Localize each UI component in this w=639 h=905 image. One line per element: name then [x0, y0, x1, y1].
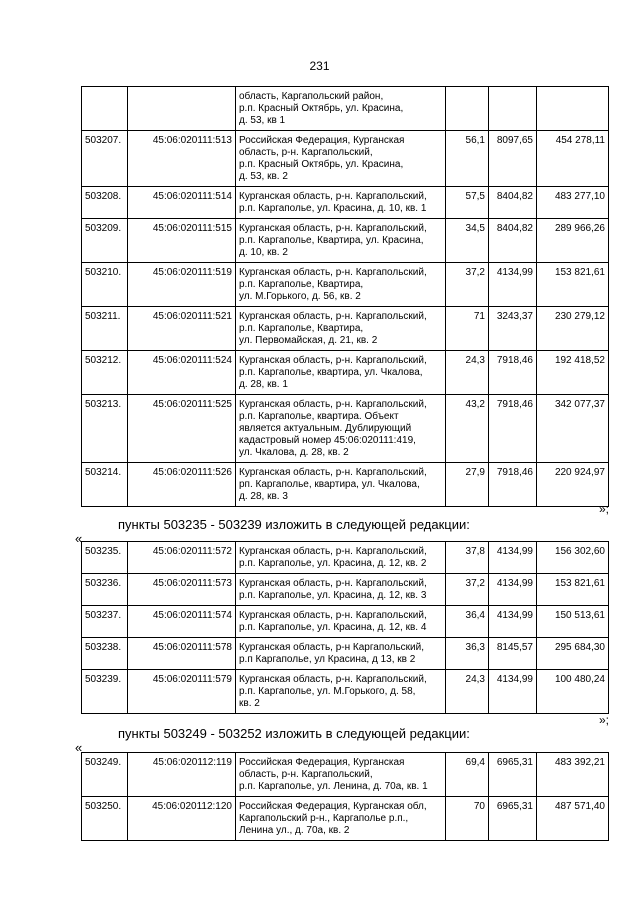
- address-line: Курганская область, р-н. Каргапольский,: [239, 546, 427, 557]
- amendment-instruction-2: пункты 503249 - 503252 изложить в следующей редакции:: [118, 726, 470, 741]
- cadastral-number: 45:06:020112:120: [128, 797, 236, 841]
- address-cell: [236, 574, 446, 606]
- address-cell: [236, 219, 446, 263]
- page-number: 231: [309, 59, 330, 73]
- row-number: 503238.: [82, 638, 128, 670]
- address-line: р.п. Красный Октябрь, ул. Красина,: [239, 103, 404, 114]
- address-line: р.п. Каргаполье, Квартира,: [239, 323, 364, 334]
- specific-value: 4134,99: [489, 670, 537, 714]
- address-line: д. 53, кв. 2: [239, 171, 288, 182]
- row-number: 503207.: [82, 131, 128, 187]
- cadastral-number: 45:06:020111:579: [128, 670, 236, 714]
- cadastral-number: 45:06:020111:574: [128, 606, 236, 638]
- cadastral-number: 45:06:020112:119: [128, 753, 236, 797]
- register-table-3: [81, 752, 609, 841]
- row-number: 503249.: [82, 753, 128, 797]
- address-line: область, р-н. Каргапольский,: [239, 769, 373, 780]
- area-value: 37,2: [446, 263, 489, 307]
- area-value: 36,4: [446, 606, 489, 638]
- register-table-1: [81, 86, 609, 507]
- address-line: Курганская область, р-н. Каргапольский,: [239, 610, 427, 621]
- address-line: д. 28, кв. 3: [239, 491, 288, 502]
- row-number: 503208.: [82, 187, 128, 219]
- table-row: [82, 263, 609, 307]
- address-line: Каргапольский р-н., Каргаполье р.п.,: [239, 813, 409, 824]
- cadastral-number: [128, 87, 236, 131]
- specific-value: 6965,31: [489, 753, 537, 797]
- area-value: 34,5: [446, 219, 489, 263]
- address-line: р.п. Каргаполье, Квартира, ул. Красина,: [239, 235, 424, 246]
- table-row: [82, 638, 609, 670]
- address-line: Курганская область, р-н. Каргапольский,: [239, 399, 427, 410]
- address-line: р.п. Каргаполье, ул. Красина, д. 12, кв. 3: [239, 590, 427, 601]
- cadastral-value: 220 924,97: [537, 463, 609, 507]
- row-number: 503211.: [82, 307, 128, 351]
- cadastral-value: 483 277,10: [537, 187, 609, 219]
- table-row: [82, 463, 609, 507]
- cadastral-value: 230 279,12: [537, 307, 609, 351]
- cadastral-number: 45:06:020111:572: [128, 542, 236, 574]
- cadastral-number: 45:06:020111:525: [128, 395, 236, 463]
- row-number: 503212.: [82, 351, 128, 395]
- address-line: Российская Федерация, Курганская: [239, 135, 405, 146]
- cadastral-value: 153 821,61: [537, 263, 609, 307]
- register-table-2: [81, 541, 609, 714]
- address-cell: [236, 463, 446, 507]
- address-line: р.п Каргаполье, ул Красина, д 13, кв 2: [239, 654, 416, 665]
- table-row: [82, 219, 609, 263]
- row-number: [82, 87, 128, 131]
- address-line: Курганская область, р-н. Каргапольский,: [239, 355, 427, 366]
- specific-value: 8404,82: [489, 219, 537, 263]
- area-value: [446, 87, 489, 131]
- address-cell: [236, 87, 446, 131]
- address-cell: [236, 131, 446, 187]
- cadastral-value: 289 966,26: [537, 219, 609, 263]
- area-value: 69,4: [446, 753, 489, 797]
- row-number: 503210.: [82, 263, 128, 307]
- row-number: 503250.: [82, 797, 128, 841]
- address-line: Курганская область, р-н. Каргапольский,: [239, 578, 427, 589]
- address-line: Курганская область, р-н. Каргапольский,: [239, 223, 427, 234]
- row-number: 503237.: [82, 606, 128, 638]
- address-line: ул. Чкалова, д. 28, кв. 2: [239, 447, 349, 458]
- closing-quote-1: »;: [598, 502, 609, 516]
- table-row: [82, 753, 609, 797]
- specific-value: 7918,46: [489, 351, 537, 395]
- table-row: [82, 395, 609, 463]
- specific-value: 8145,57: [489, 638, 537, 670]
- address-line: является актуальным. Дублирующий: [239, 423, 412, 434]
- cadastral-value: 454 278,11: [537, 131, 609, 187]
- address-line: р.п. Каргаполье, квартира, ул. Чкалова,: [239, 367, 423, 378]
- cadastral-value: 342 077,37: [537, 395, 609, 463]
- area-value: 43,2: [446, 395, 489, 463]
- specific-value: 4134,99: [489, 263, 537, 307]
- address-line: рп. Каргаполье, квартира, ул. Чкалова,: [239, 479, 420, 490]
- address-line: Курганская область, р-н. Каргапольский,: [239, 467, 427, 478]
- specific-value: 4134,99: [489, 542, 537, 574]
- table-row: [82, 797, 609, 841]
- specific-value: 6965,31: [489, 797, 537, 841]
- specific-value: 7918,46: [489, 463, 537, 507]
- address-line: ул. Первомайская, д. 21, кв. 2: [239, 335, 378, 346]
- cadastral-number: 45:06:020111:513: [128, 131, 236, 187]
- specific-value: [489, 87, 537, 131]
- address-line: д. 10, кв. 2: [239, 247, 288, 258]
- table-row: [82, 87, 609, 131]
- cadastral-value: 100 480,24: [537, 670, 609, 714]
- address-line: Ленина ул., д. 70а, кв. 2: [239, 825, 350, 836]
- area-value: 70: [446, 797, 489, 841]
- row-number: 503239.: [82, 670, 128, 714]
- table-row: [82, 131, 609, 187]
- address-line: Курганская область, р-н Каргапольский,: [239, 642, 424, 653]
- address-line: р.п. Каргаполье, ул. Красина, д. 12, кв. 2: [239, 558, 427, 569]
- cadastral-number: 45:06:020111:514: [128, 187, 236, 219]
- row-number: 503236.: [82, 574, 128, 606]
- opening-quote-1: «: [75, 531, 83, 546]
- area-value: 37,2: [446, 574, 489, 606]
- cadastral-value: 150 513,61: [537, 606, 609, 638]
- address-cell: [236, 395, 446, 463]
- area-value: 37,8: [446, 542, 489, 574]
- specific-value: 4134,99: [489, 606, 537, 638]
- address-line: Курганская область, р-н. Каргапольский,: [239, 311, 427, 322]
- cadastral-number: 45:06:020111:573: [128, 574, 236, 606]
- cadastral-number: 45:06:020111:521: [128, 307, 236, 351]
- address-cell: [236, 606, 446, 638]
- cadastral-value: 295 684,30: [537, 638, 609, 670]
- specific-value: 8404,82: [489, 187, 537, 219]
- cadastral-value: 153 821,61: [537, 574, 609, 606]
- table-row: [82, 574, 609, 606]
- address-line: область, р-н. Каргапольский,: [239, 147, 373, 158]
- address-line: ул. М.Горького, д. 56, кв. 2: [239, 291, 361, 302]
- address-cell: [236, 797, 446, 841]
- cadastral-value: 487 571,40: [537, 797, 609, 841]
- row-number: 503214.: [82, 463, 128, 507]
- address-line: Курганская область, р-н. Каргапольский,: [239, 191, 427, 202]
- address-cell: [236, 542, 446, 574]
- address-cell: [236, 187, 446, 219]
- address-line: Российская Федерация, Курганская: [239, 757, 405, 768]
- address-line: р.п. Каргаполье, ул. Ленина, д. 70а, кв. 1: [239, 781, 428, 792]
- area-value: 24,3: [446, 670, 489, 714]
- area-value: 56,1: [446, 131, 489, 187]
- specific-value: 8097,65: [489, 131, 537, 187]
- area-value: 57,5: [446, 187, 489, 219]
- address-cell: [236, 351, 446, 395]
- address-line: кв. 2: [239, 698, 260, 709]
- address-line: область, Каргапольский район,: [239, 91, 384, 102]
- specific-value: 3243,37: [489, 307, 537, 351]
- table-row: [82, 187, 609, 219]
- cadastral-number: 45:06:020111:524: [128, 351, 236, 395]
- closing-quote-2: »;: [598, 713, 609, 727]
- table-row: [82, 670, 609, 714]
- address-line: р.п. Красный Октябрь, ул. Красина,: [239, 159, 404, 170]
- area-value: 36,3: [446, 638, 489, 670]
- cadastral-value: 192 418,52: [537, 351, 609, 395]
- address-line: кадастровый номер 45:06:020111:419,: [239, 435, 416, 446]
- address-line: Курганская область, р-н. Каргапольский,: [239, 674, 427, 685]
- row-number: 503213.: [82, 395, 128, 463]
- address-line: р.п. Каргаполье, квартира. Объект: [239, 411, 399, 422]
- area-value: 71: [446, 307, 489, 351]
- area-value: 24,3: [446, 351, 489, 395]
- cadastral-value: [537, 87, 609, 131]
- cadastral-value: 483 392,21: [537, 753, 609, 797]
- address-line: р.п. Каргаполье, ул. Красина, д. 12, кв. 4: [239, 622, 427, 633]
- cadastral-number: 45:06:020111:526: [128, 463, 236, 507]
- address-line: Курганская область, р-н. Каргапольский,: [239, 267, 427, 278]
- address-cell: [236, 307, 446, 351]
- cadastral-number: 45:06:020111:519: [128, 263, 236, 307]
- address-line: Российская Федерация, Курганская обл,: [239, 801, 427, 812]
- row-number: 503209.: [82, 219, 128, 263]
- address-cell: [236, 263, 446, 307]
- opening-quote-2: «: [75, 740, 83, 755]
- address-cell: [236, 670, 446, 714]
- cadastral-value: 156 302,60: [537, 542, 609, 574]
- address-line: р.п. Каргаполье, Квартира,: [239, 279, 364, 290]
- area-value: 27,9: [446, 463, 489, 507]
- address-line: р.п. Каргаполье, ул. М.Горького, д. 58,: [239, 686, 416, 697]
- specific-value: 4134,99: [489, 574, 537, 606]
- row-number: 503235.: [82, 542, 128, 574]
- table-row: [82, 351, 609, 395]
- cadastral-number: 45:06:020111:515: [128, 219, 236, 263]
- table-row: [82, 542, 609, 574]
- address-line: д. 28, кв. 1: [239, 379, 288, 390]
- address-cell: [236, 753, 446, 797]
- table-row: [82, 307, 609, 351]
- table-row: [82, 606, 609, 638]
- address-line: д. 53, кв 1: [239, 115, 286, 126]
- cadastral-number: 45:06:020111:578: [128, 638, 236, 670]
- address-cell: [236, 638, 446, 670]
- address-line: р.п. Каргаполье, ул. Красина, д. 10, кв. 1: [239, 203, 427, 214]
- specific-value: 7918,46: [489, 395, 537, 463]
- amendment-instruction-1: пункты 503235 - 503239 изложить в следующей редакции:: [118, 517, 470, 532]
